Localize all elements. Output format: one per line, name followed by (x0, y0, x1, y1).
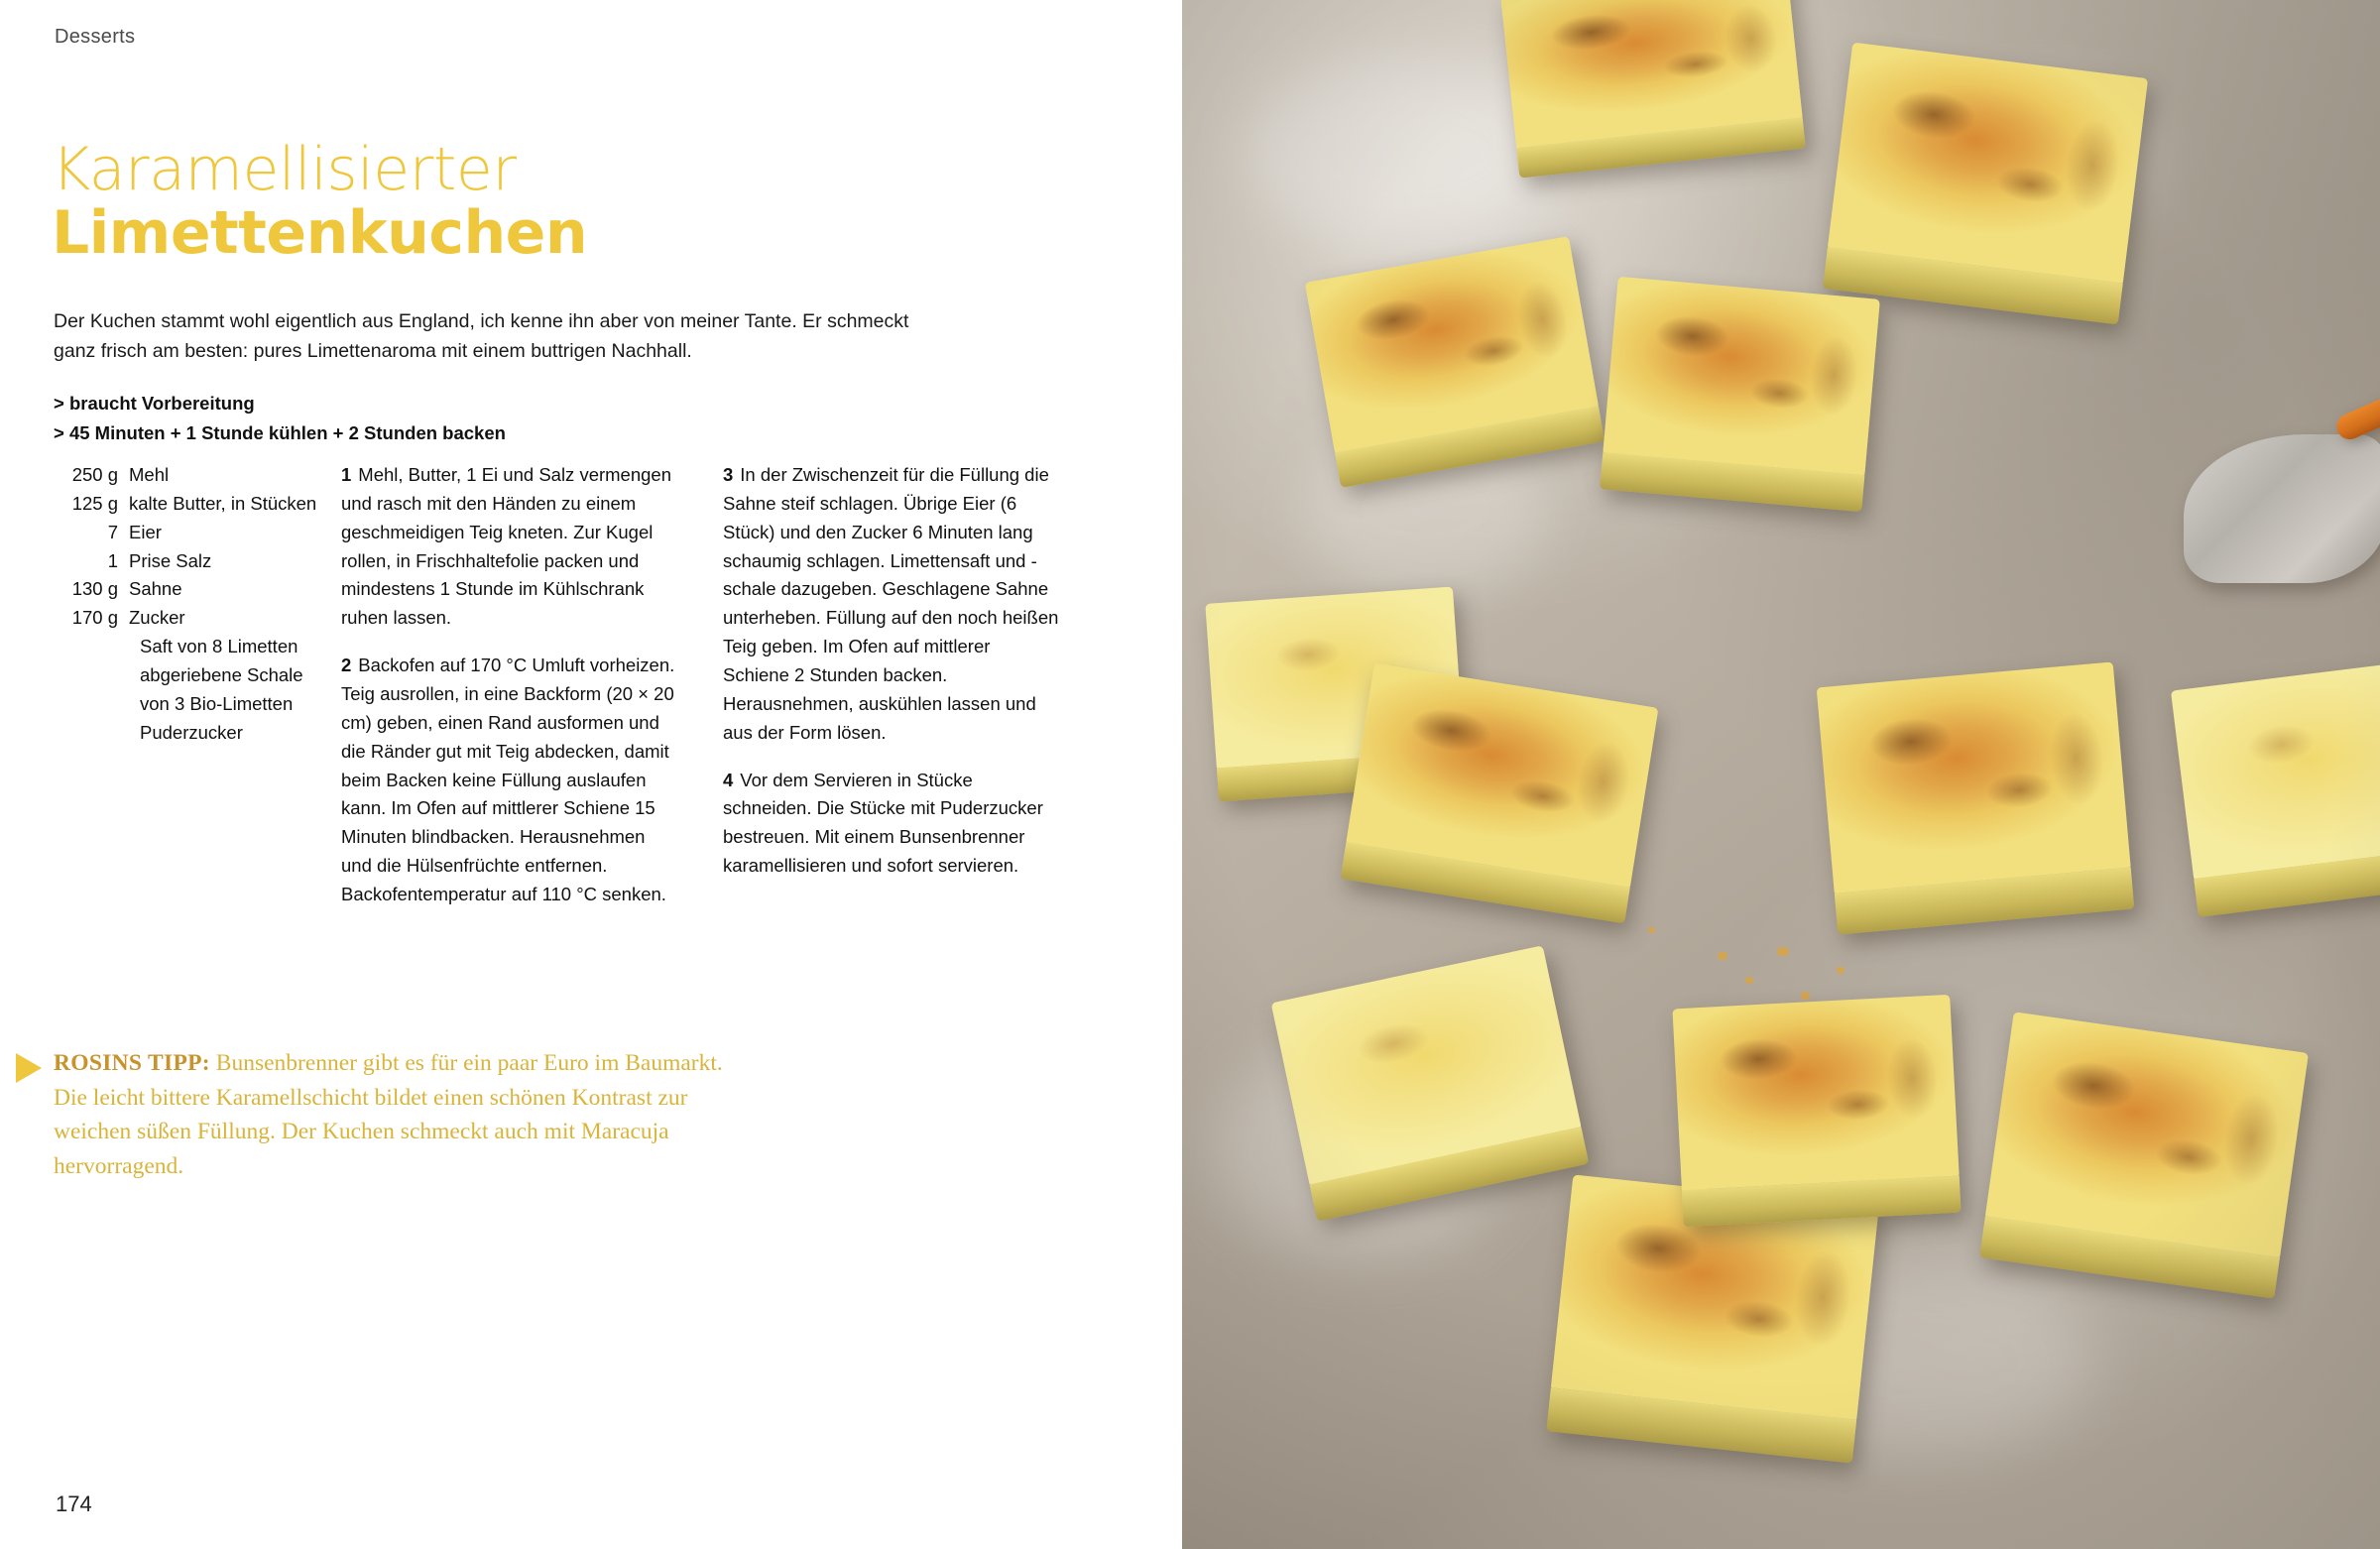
ingredient-name: Prise Salz (129, 549, 212, 571)
meta-timing: > 45 Minuten + 1 Stunde kühlen + 2 Stunden backen (54, 421, 506, 443)
step-text: In der Zwischenzeit für die Füllung die Sahne steif schlagen. Übrige Eier (6 Stück) und den Zucker 6 Minuten lang schaumig schlagen. Limettensaft und -schale dazugeben. Geschlagene Sahne unterheben. Füllung auf den noch heißen Teig geben. Im Ofen auf mittlerer Schiene 2 Stunden backen. Herausnehmen, auskühlen lassen und aus der Form lösen. (723, 464, 1059, 743)
step-text: Backofen auf 170 °C Umluft vorheizen. Teig ausrollen, in eine Backform (20 × 20 cm) geben, einen Rand ausformen und die Ränder gut mit Teig abdecken, damit beim Backen keine Füllung auslaufen kann. Im Ofen auf mittlerer Schiene 15 Minuten blindbacken. Herausnehmen und die Hülsenfrüchte entfernen. Backofentemperatur auf 110 °C senken. (341, 655, 675, 905)
caramel-crumb (1777, 947, 1789, 956)
cake-piece (1341, 663, 1659, 924)
cake-piece (1979, 1012, 2309, 1298)
ingredient-extra: von 3 Bio-Limetten (140, 692, 294, 714)
recipe-title (52, 135, 1043, 269)
step-number: 2 (341, 655, 352, 676)
ingredient-extra: Puderzucker (140, 721, 243, 743)
meta-preparation: > braucht Vorbereitung (54, 393, 255, 414)
recipe-intro: Der Kuchen stammt wohl eigentlich aus England, ich kenne ihn aber von meiner Tante. Er schmeckt ganz frisch am besten: pures Limettenaroma mit einem buttrigen Nachhall. (54, 310, 909, 362)
caramel-crumb (1801, 992, 1810, 1000)
tip-box (54, 1046, 748, 1183)
ingredient-name: Zucker (129, 607, 185, 629)
ingredient-row (54, 604, 331, 633)
title-line-1: Karamellisierter (52, 135, 517, 204)
text-page (0, 0, 1182, 1549)
caramel-crumb (1648, 927, 1655, 933)
cake-piece (1600, 277, 1880, 512)
ingredient-list (54, 461, 341, 928)
step-text: Mehl, Butter, 1 Ei und Salz vermengen und rasch mit den Händen zu einem geschmeidigen Teig kneten. Zur Kugel rollen, in Frischhaltefolie packen und mindestens 1 Stunde im Kühlschrank ruhen lassen. (341, 464, 671, 629)
cake-piece (1817, 661, 2135, 934)
recipe-meta (54, 389, 926, 447)
ingredient-amount: 7 (107, 521, 118, 542)
caramel-crumb (1745, 977, 1753, 984)
step-number: 3 (723, 464, 734, 485)
step-text: Vor dem Servieren in Stücke schneiden. Die Stücke mit Puderzucker bestreuen. Mit einem Bunsenbrenner karamellisieren und sofort servieren. (723, 769, 1043, 877)
ingredient-name: Eier (129, 521, 162, 542)
ingredient-amount: 130 g (71, 578, 118, 600)
recipe-step (341, 461, 678, 633)
arrow-right-icon (16, 1053, 42, 1083)
caramel-crumb (1837, 967, 1844, 974)
steps-column-1 (341, 461, 723, 928)
tip-label: ROSINS TIPP: (54, 1050, 210, 1076)
caramelized-top (1828, 43, 2148, 284)
caramelized-top (1672, 995, 1959, 1190)
caramelized-top (2171, 659, 2380, 879)
recipe-step (341, 652, 678, 909)
steps-column-2 (723, 461, 1105, 928)
page-number: 174 (56, 1491, 92, 1516)
caramelized-top (1817, 661, 2131, 893)
title-line-2: Limettenkuchen (52, 198, 588, 269)
ingredient-row (54, 519, 331, 547)
cake-piece (2171, 659, 2380, 917)
ingredient-extra: Saft von 8 Limetten (140, 636, 298, 657)
tip-text (54, 1046, 748, 1183)
cake-piece (1672, 995, 1961, 1227)
recipe-step (723, 767, 1060, 881)
recipe-photo (1182, 0, 2380, 1549)
ingredient-row (54, 490, 331, 519)
step-number: 4 (723, 769, 734, 790)
recipe-step (723, 461, 1060, 748)
chapter-label: Desserts (55, 26, 136, 48)
ingredient-amount: 250 g (71, 464, 118, 485)
tip-body: Bunsenbrenner gibt es für ein paar Euro im Baumarkt. Die leicht bittere Karamellschicht bildet einen schönen Kontrast zur weichen süßen Füllung. Der Kuchen schmeckt auch mit Maracuja hervorragend. (54, 1050, 723, 1179)
ingredient-name: Sahne (129, 578, 182, 600)
cake-piece (1500, 0, 1806, 179)
ingredient-amount: 170 g (71, 607, 118, 629)
ingredient-name: Mehl (129, 464, 170, 485)
caramelized-top (1985, 1012, 2309, 1256)
server-blade (2184, 434, 2380, 583)
ingredient-amount: 1 (107, 549, 118, 571)
ingredient-row (54, 461, 331, 490)
ingredient-row (54, 575, 331, 604)
caramel-crumb (1718, 952, 1727, 960)
ingredient-amount: 125 g (71, 492, 118, 514)
cake-piece (1823, 43, 2148, 325)
caramelized-top (1603, 277, 1880, 476)
step-number: 1 (341, 464, 352, 485)
ingredient-extra: abgeriebene Schale (140, 664, 303, 686)
ingredient-name: kalte Butter, in Stücken (129, 492, 317, 514)
cake-server-icon (2184, 387, 2380, 645)
recipe-columns (54, 461, 1125, 928)
ingredient-row (54, 547, 331, 576)
